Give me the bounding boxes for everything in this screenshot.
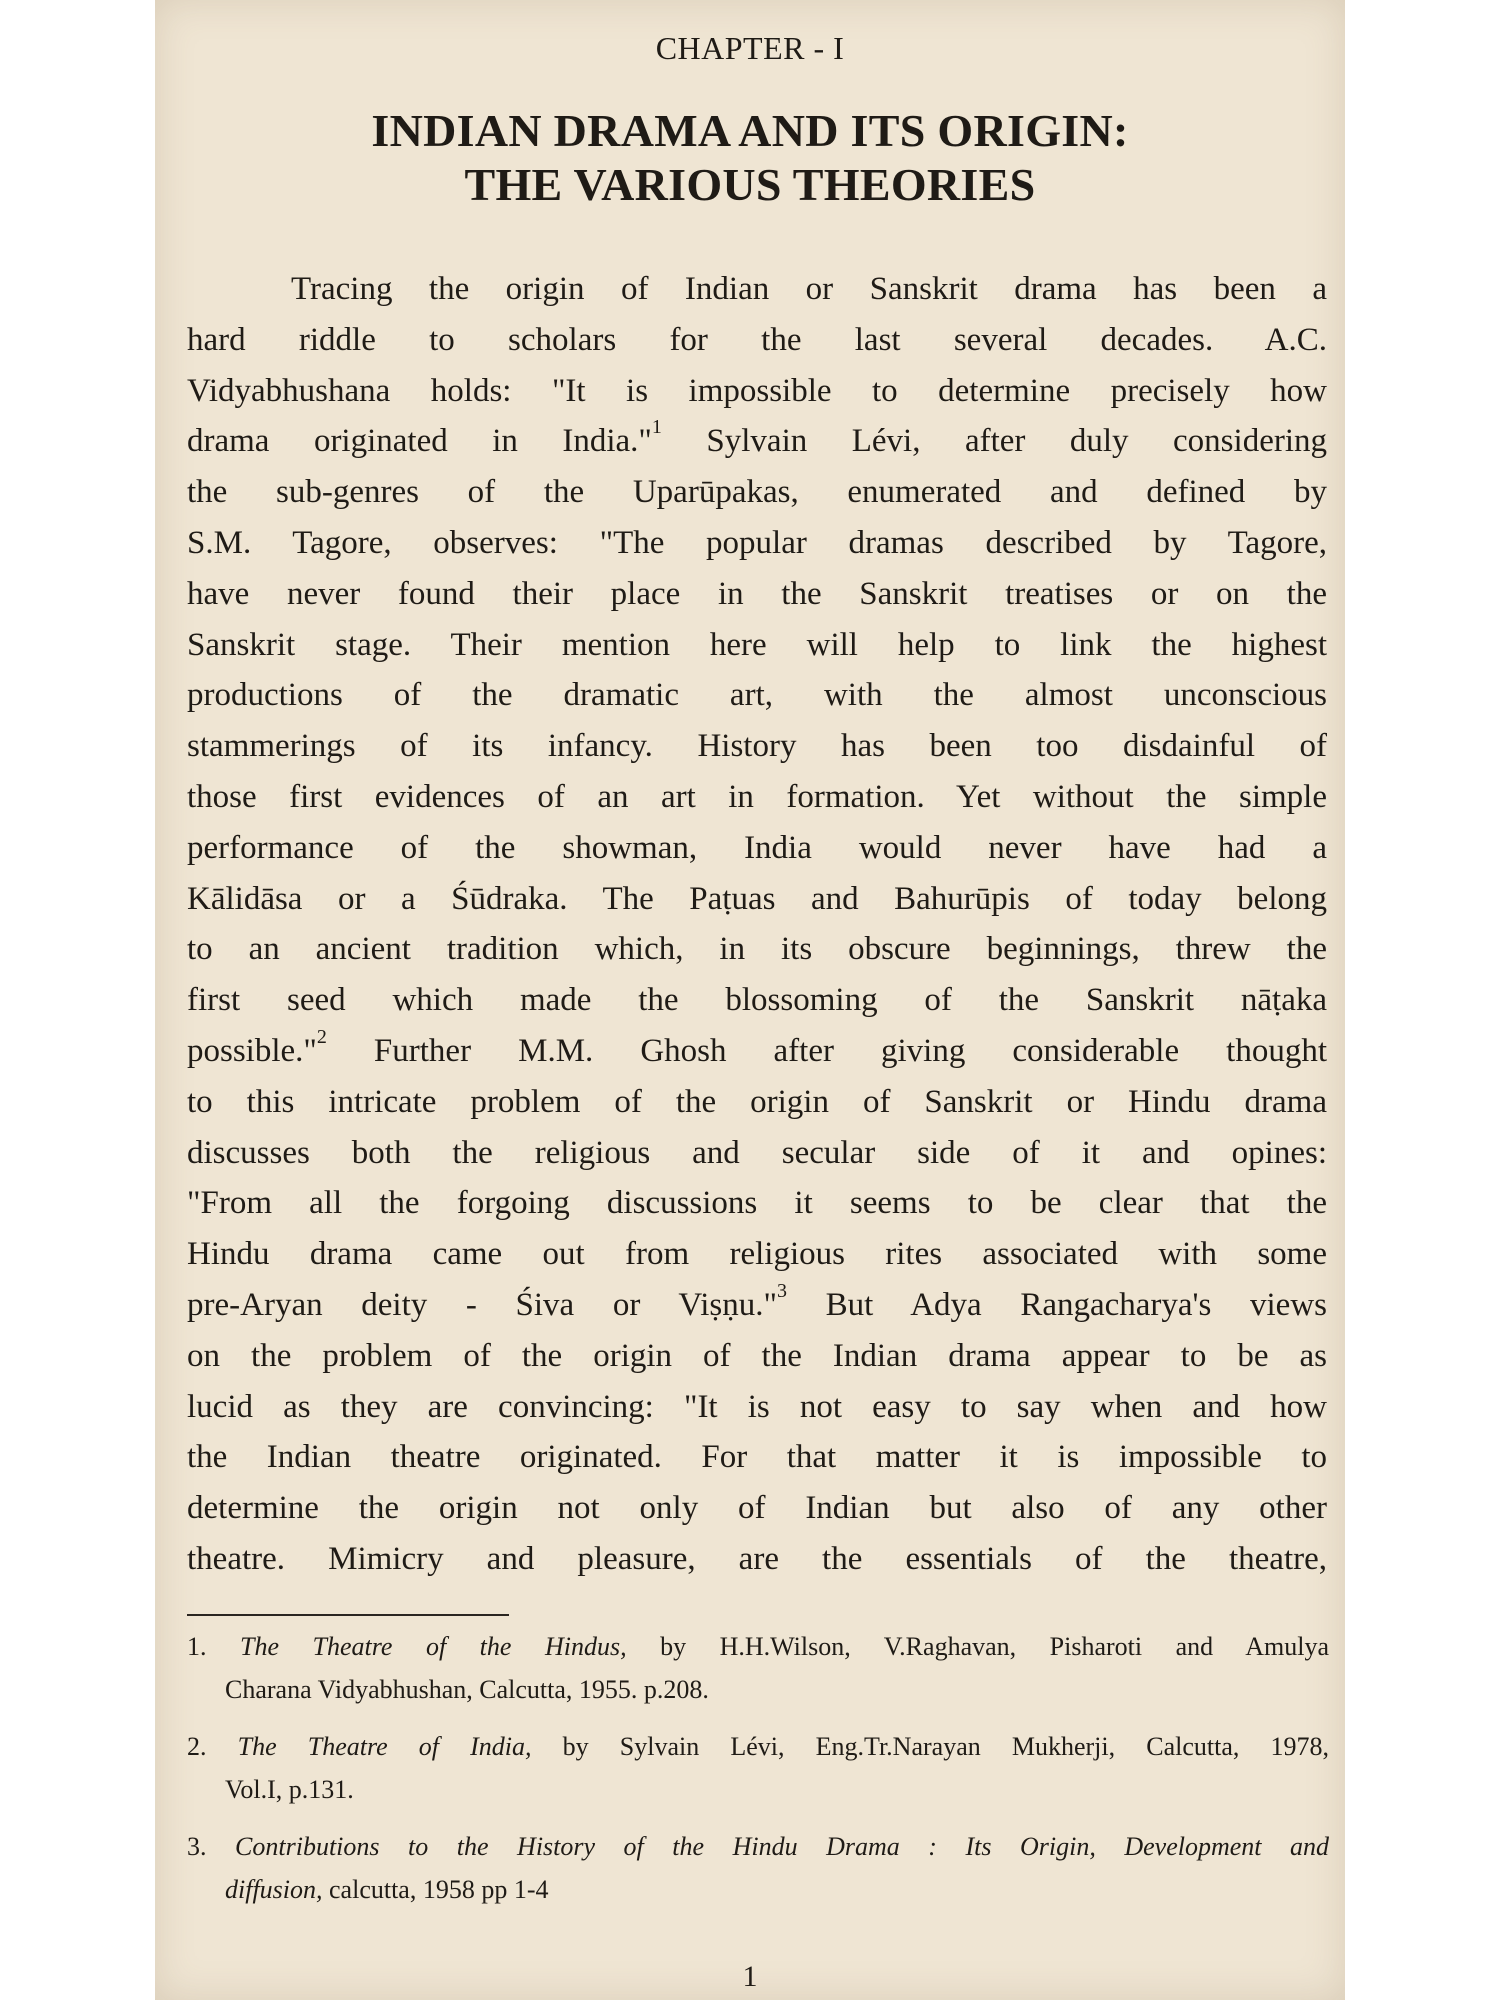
page-number: 1 xyxy=(742,1960,758,1993)
body-line: Tracing the origin of Indian or Sanskrit drama has been a xyxy=(291,271,1327,307)
body-line: lucid as they are convincing: "It is not easy to say when and how xyxy=(187,1388,1327,1425)
chapter-label: CHAPTER - I xyxy=(655,30,845,66)
body-line: on the problem of the origin of the Indian drama appear to be as xyxy=(187,1337,1327,1374)
chapter-title-line-1: INDIAN DRAMA AND ITS ORIGIN: xyxy=(371,105,1129,156)
body-line: Hindu drama came out from religious rites associated with some xyxy=(187,1236,1327,1273)
footnote-row xyxy=(187,1868,1329,1911)
footnote-number: 2. xyxy=(187,1732,207,1761)
body-line: Kālidāsa or a Śūdraka. The Paṭuas and Bahurūpis of today belong xyxy=(187,880,1327,917)
body-line: the sub-genres of the Uparūpakas, enumerated and defined by xyxy=(187,474,1327,511)
body-line: to an ancient tradition which, in its obscure beginnings, threw the xyxy=(187,931,1327,968)
body-line: productions of the dramatic art, with the almost unconscious xyxy=(187,677,1327,714)
body-line: stammerings of its infancy. History has been too disdainful of xyxy=(187,728,1327,765)
footnote-text: calcutta, 1958 pp 1-4 xyxy=(329,1875,549,1904)
body-line: Sanskrit stage. Their mention here will help to link the highest xyxy=(187,626,1327,663)
body-line: Vidyabhushana holds: "It is impossible to determine precisely how xyxy=(187,372,1327,409)
body-line: to this intricate problem of the origin of Sanskrit or Hindu drama xyxy=(187,1083,1327,1120)
footnote-row: Charana Vidyabhushan, Calcutta, 1955. p.208. xyxy=(225,1675,709,1704)
footnote-ref-2: 2 xyxy=(316,1025,327,1048)
footnote-title: The Theatre of India, xyxy=(237,1732,532,1761)
body-line: S.M. Tagore, observes: "The popular dramas described by Tagore, xyxy=(187,524,1327,561)
body-line-part: But Adya Rangacharya's views xyxy=(825,1286,1327,1323)
footnote-3 xyxy=(187,1825,1329,1911)
chapter-title-line-2: THE VARIOUS THEORIES xyxy=(464,159,1036,210)
footnote-2 xyxy=(187,1725,1329,1811)
body-line xyxy=(187,1026,1327,1077)
body-line: hard riddle to scholars for the last several decades. A.C. xyxy=(187,321,1327,358)
footnote-text: by Sylvain Lévi, Eng.Tr.Narayan Mukherji, Calcutta, 1978, xyxy=(562,1732,1329,1761)
body-line: determine the origin not only of Indian but also of any other xyxy=(187,1490,1327,1527)
body-line: have never found their place in the Sanskrit treatises or on the xyxy=(187,575,1327,612)
body-line xyxy=(187,1280,1327,1331)
body-text xyxy=(187,264,1327,1585)
footnote-number: 3. xyxy=(187,1832,207,1861)
body-line: performance of the showman, India would never have had a xyxy=(187,829,1327,866)
body-line: discusses both the religious and secular side of it and opines: xyxy=(187,1134,1327,1171)
footnote-title: Contributions to the History of the Hindu Drama : Its Origin, Development and xyxy=(235,1832,1329,1861)
body-line: first seed which made the blossoming of the Sanskrit nāṭaka xyxy=(187,982,1327,1019)
footnote-title: diffusion, xyxy=(225,1875,323,1904)
footnote-row: Vol.I, p.131. xyxy=(225,1775,354,1804)
footnote-row xyxy=(187,1725,1329,1768)
footnote-number: 1. xyxy=(187,1632,207,1661)
body-line: the Indian theatre originated. For that matter it is impossible to xyxy=(187,1439,1327,1476)
footnote-divider xyxy=(187,1614,509,1616)
body-line-part: drama originated in India." xyxy=(187,423,652,460)
body-line: theatre. Mimicry and pleasure, are the essentials of the theatre, xyxy=(187,1540,1327,1577)
footnote-ref-1: 1 xyxy=(651,416,662,439)
footnote-text: by H.H.Wilson, V.Raghavan, Pisharoti and Amulya xyxy=(660,1632,1329,1661)
body-line-part: possible." xyxy=(187,1032,317,1069)
body-line-part: Sylvain Lévi, after duly considering xyxy=(706,423,1327,460)
body-line-part: pre-Aryan deity - Śiva or Viṣṇu." xyxy=(187,1286,777,1323)
body-line: "From all the forgoing discussions it seems to be clear that the xyxy=(187,1185,1327,1222)
body-line-part: Further M.M. Ghosh after giving considerable thought xyxy=(373,1032,1327,1069)
footnote-row xyxy=(187,1625,1329,1668)
footnote-row xyxy=(187,1825,1329,1868)
body-line: those first evidences of an art in formation. Yet without the simple xyxy=(187,778,1327,815)
footnote-1 xyxy=(187,1625,1329,1711)
footnotes xyxy=(187,1625,1329,1925)
footnote-title: The Theatre of the Hindus, xyxy=(240,1632,627,1661)
book-page xyxy=(155,0,1345,2000)
body-line xyxy=(187,416,1327,467)
footnote-ref-3: 3 xyxy=(777,1279,787,1302)
